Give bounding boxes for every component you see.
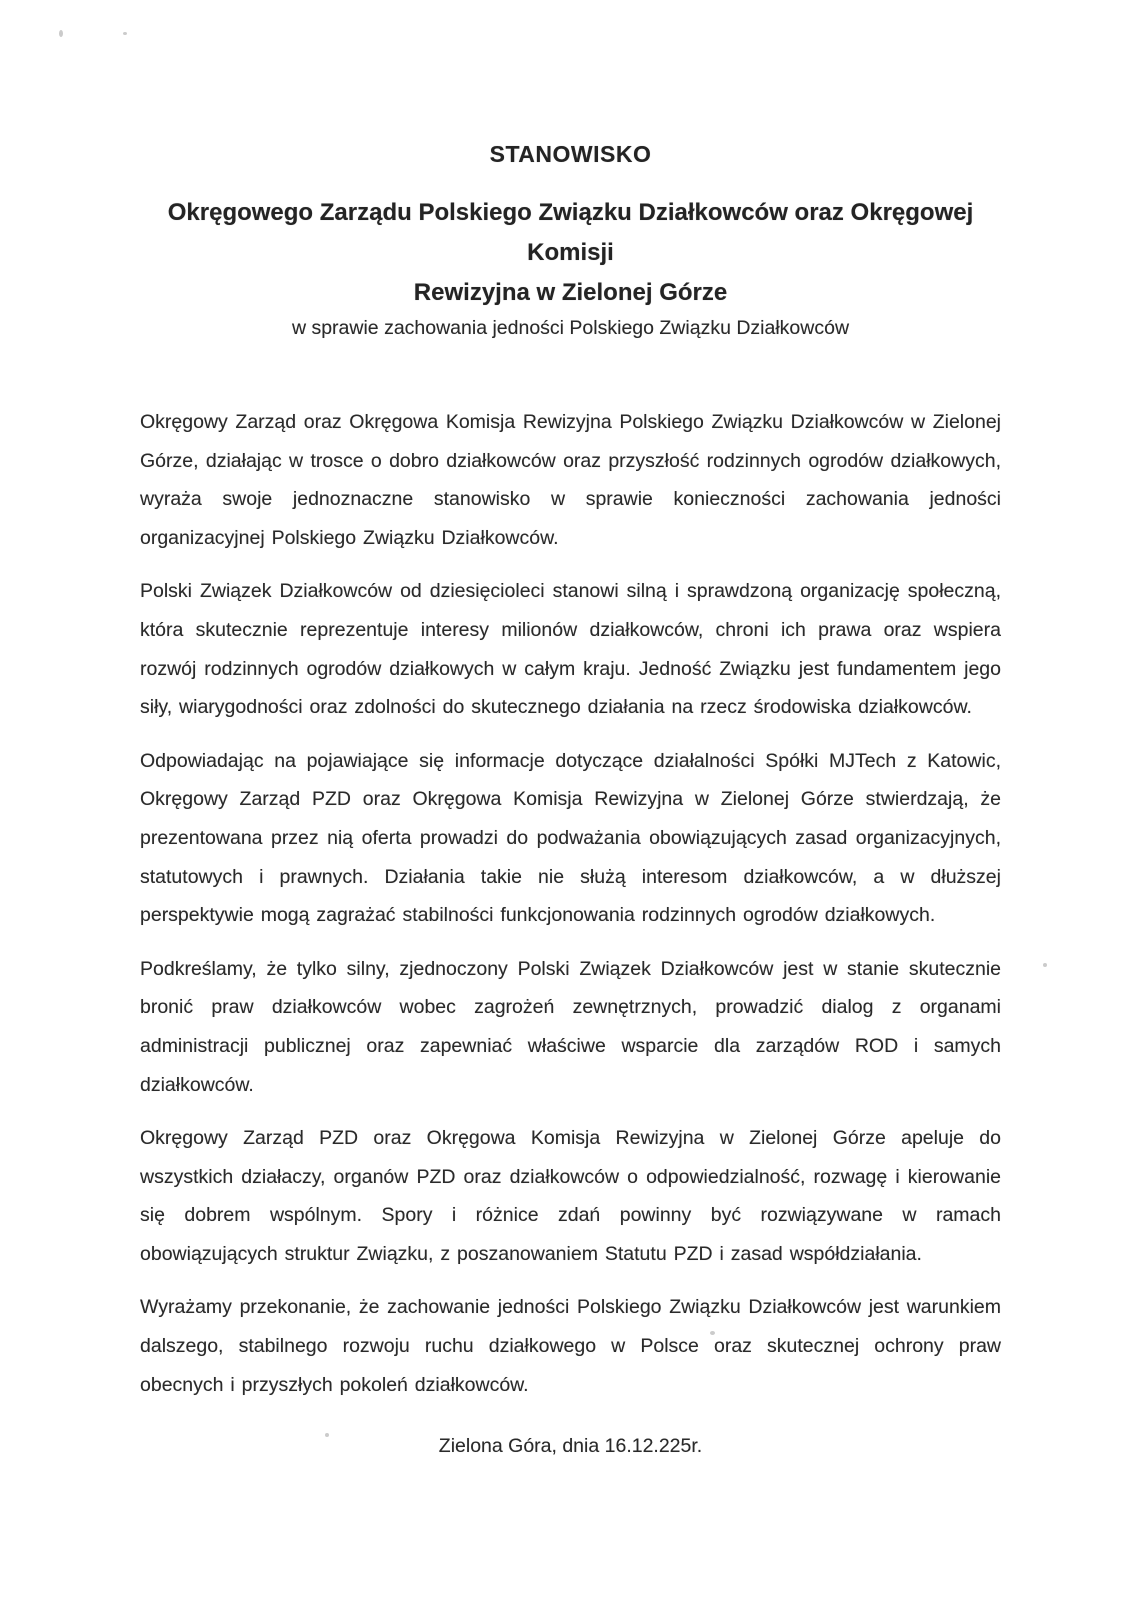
document-title: STANOWISKO (489, 141, 652, 167)
scan-speck (123, 32, 127, 35)
document-paragraphs (140, 403, 1001, 1404)
document-subject-line: w sprawie zachowania jedności Polskiego Związku Działkowców (291, 317, 850, 339)
paragraph-6: Wyrażamy przekonanie, że zachowanie jedności Polskiego Związku Działkowców jest warunkiem dalszego, stabilnego rozwoju ruchu działkowego w Polsce oraz skutecznej ochrony praw obecnych i przyszłych pokoleń działkowców. (140, 1296, 1001, 1396)
scan-speck (59, 30, 63, 37)
scan-speck (1043, 963, 1047, 967)
paragraph-3: Odpowiadając na pojawiające się informacje dotyczące działalności Spółki MJTech z Katowic, Okręgowy Zarząd PZD oraz Okręgowa Komisja Rewizyjna w Zielonej Górze stwierdzają, że prezentowana przez nią oferta prowadzi do podważania obowiązujących zasad organizacyjnych, statutowych i prawnych. Działania takie nie służą interesom działkowców, a w dłuższej perspektywie mogą zagrażać stabilności funkcjonowania rodzinnych ogrodów działkowych. (140, 749, 1001, 927)
document-heading-line2: Rewizyjna w Zielonej Górze (413, 279, 728, 306)
paragraph-1: Okręgowy Zarząd oraz Okręgowa Komisja Rewizyjna Polskiego Związku Działkowców w Zielonej Górze, działając w trosce o dobro działkowców oraz przyszłość rodzinnych ogrodów działkowych, wyraża swoje jednoznaczne stanowisko w sprawie konieczności zachowania jedności organizacyjnej Polskiego Związku Działkowców. (140, 411, 1001, 549)
paragraph-2: Polski Związek Działkowców od dziesięcioleci stanowi silną i sprawdzoną organizację społeczną, która skutecznie reprezentuje interesy milionów działkowców, chroni ich prawa oraz wspiera rozwój rodzinnych ogrodów działkowych w całym kraju. Jedność Związku jest fundamentem jego siły, wiarygodności oraz zdolności do skutecznego działania na rzecz środowiska działkowców. (140, 580, 1001, 719)
document-heading-line1: Okręgowego Zarządu Polskiego Związku Działkowców oraz Okręgowej Komisji (167, 199, 974, 266)
document-dateline: Zielona Góra, dnia 16.12.225r. (438, 1435, 703, 1458)
paragraph-4: Podkreślamy, że tylko silny, zjednoczony Polski Związek Działkowców jest w stanie skutecznie bronić praw działkowców wobec zagrożeń zewnętrznych, prowadzić dialog z organami administracji publicznej oraz zapewniać właściwe wsparcie dla zarządów ROD i samych działkowców. (140, 957, 1001, 1096)
document-body-column (140, 0, 1001, 1466)
paragraph-5: Okręgowy Zarząd PZD oraz Okręgowa Komisja Rewizyjna w Zielonej Górze apeluje do wszystkich działaczy, organów PZD oraz działkowców o odpowiedzialność, rozwagę i kierowanie się dobrem wspólnym. Spory i różnice zdań powinny być rozwiązywane w ramach obowiązujących struktur Związku, z poszanowaniem Statutu PZD i zasad współdziałania. (140, 1127, 1001, 1265)
document-heading (140, 193, 1001, 313)
